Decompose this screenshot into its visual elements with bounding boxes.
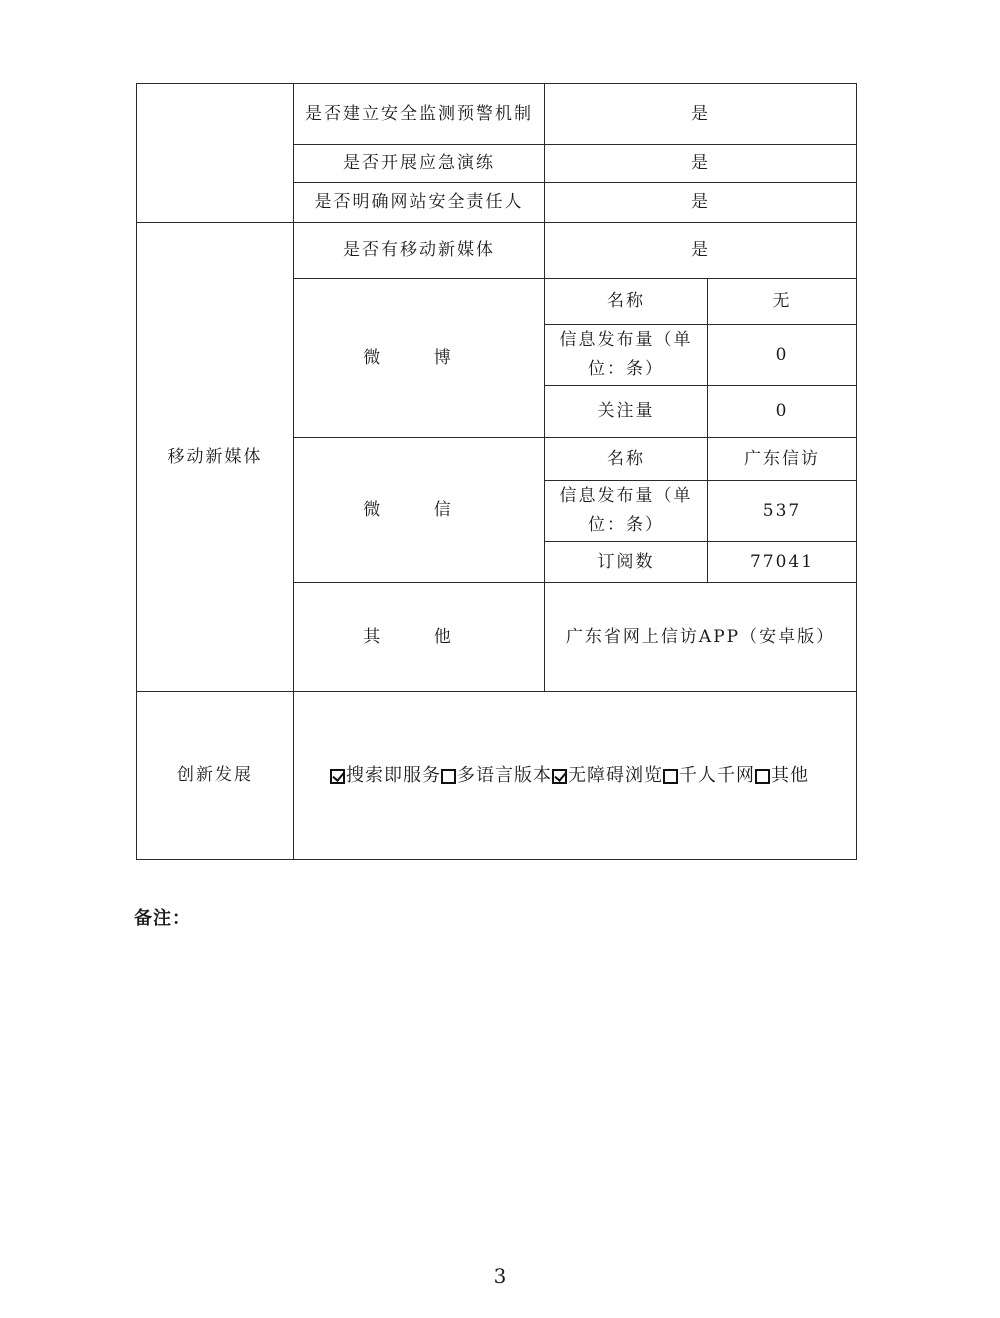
option-label: 多语言版本 <box>457 765 552 786</box>
page-number: 3 <box>493 1264 507 1288</box>
weibo-followers-value: 0 <box>708 386 857 438</box>
emergency-drill-label: 是否开展应急演练 <box>294 145 545 183</box>
weibo-name-label: 名称 <box>545 279 708 325</box>
checkbox-icon <box>663 769 678 784</box>
note-label: 备注： <box>134 908 191 929</box>
report-table <box>136 83 857 860</box>
checkbox-icon <box>330 769 345 784</box>
security-owner-value: 是 <box>545 183 857 223</box>
mobile-media-section-label: 移动新媒体 <box>137 223 294 692</box>
emergency-drill-value: 是 <box>545 145 857 183</box>
monitoring-warning-label: 是否建立安全监测预警机制 <box>294 84 545 145</box>
wechat-subscribers-value: 77041 <box>708 542 857 583</box>
option-label: 搜索即服务 <box>346 765 441 786</box>
option-personalized <box>663 761 755 790</box>
wechat-name-value: 广东信访 <box>708 438 857 481</box>
option-label: 其他 <box>771 765 809 786</box>
innovation-options <box>294 692 857 860</box>
has-mobile-media-value: 是 <box>545 223 857 279</box>
wechat-posts-label: 信息发布量（单位：条） <box>545 481 708 542</box>
wechat-label: 微 信 <box>294 438 545 583</box>
checkbox-icon <box>441 769 456 784</box>
weibo-name-value: 无 <box>708 279 857 325</box>
weibo-label: 微 博 <box>294 279 545 438</box>
wechat-subscribers-label: 订阅数 <box>545 542 708 583</box>
other-media-value: 广东省网上信访APP（安卓版） <box>545 583 857 692</box>
monitoring-warning-value: 是 <box>545 84 857 145</box>
weibo-posts-label: 信息发布量（单位：条） <box>545 325 708 386</box>
option-multilingual <box>441 761 552 790</box>
checkbox-icon <box>755 769 770 784</box>
checkbox-icon <box>552 769 567 784</box>
has-mobile-media-label: 是否有移动新媒体 <box>294 223 545 279</box>
option-search-as-service <box>330 761 441 790</box>
weibo-followers-label: 关注量 <box>545 386 708 438</box>
wechat-posts-value: 537 <box>708 481 857 542</box>
security-owner-label: 是否明确网站安全责任人 <box>294 183 545 223</box>
innovation-label: 创新发展 <box>137 692 294 860</box>
option-label: 千人千网 <box>679 765 755 786</box>
weibo-posts-value: 0 <box>708 325 857 386</box>
option-accessibility <box>552 761 663 790</box>
other-media-label: 其 他 <box>294 583 545 692</box>
security-section-cell <box>137 84 294 223</box>
option-label: 无障碍浏览 <box>568 765 663 786</box>
option-other <box>755 761 809 790</box>
wechat-name-label: 名称 <box>545 438 708 481</box>
